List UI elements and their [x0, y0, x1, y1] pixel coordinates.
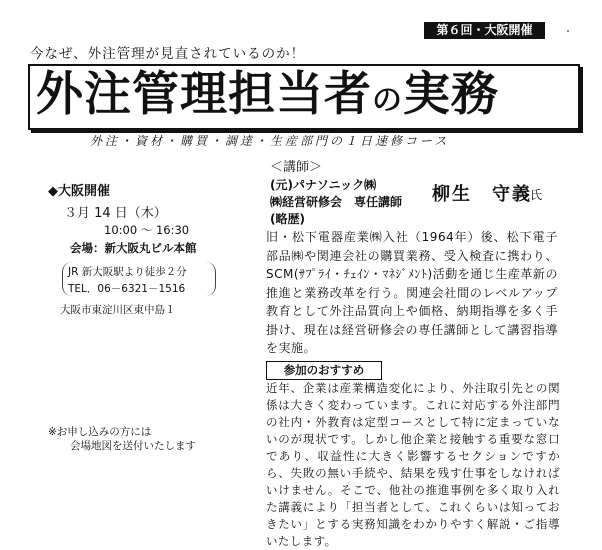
lecturer-heading: ＜講師＞	[270, 160, 323, 175]
subtitle: 今なぜ、外注管理が見直されているのか！	[30, 46, 306, 62]
note-line-2: 会場地図を送付いたします	[70, 440, 196, 452]
course-description: 外注・資材・購買・調達・生産部門の１日速修コース	[90, 134, 450, 148]
lecturer-affiliation-2: ㈱経営研修会 専任講師	[270, 195, 403, 209]
page-title	[36, 66, 499, 130]
recommendation-heading: 参加のおすすめ	[266, 361, 382, 380]
event-date: ３月 14 日（木）	[64, 206, 167, 221]
session-badge: 第６回・大阪開催	[424, 22, 545, 39]
bio-heading: (略歴)	[270, 212, 305, 226]
recommendation-body: 近年、企業は産業構造変化により、外注取引先との関係は大きく変わっています。これに対応する外注部門の社内・外教育は定型コースとして特に定まっていないのが現状です。しかし他企業と接触する重要な窓口であり、収益性に大きく影響するセクションですから、失敗の無い手続や、結果を残す仕事をしなければいけません。そこで、他社の推進事例を多く取り入れた講義により「担当者として、これくらいは知っておきたい」とする実務知識をわかりやすく解説・ご指導いたします。	[266, 381, 560, 548]
access-directions: JR 新大阪駅より徒歩２分	[68, 266, 187, 278]
title-particle: の	[372, 83, 403, 118]
venue-phone: TEL．06－6321－1516	[68, 283, 186, 295]
speck-mark	[567, 30, 569, 32]
title-main: 外注管理担当者	[36, 67, 372, 122]
venue-address: 大阪市東淀川区東中島１	[60, 304, 176, 316]
title-tail: 実務	[403, 67, 499, 122]
lecturer-bio: 旧・松下電器産業㈱入社（1964年）後、松下電子部品㈱や関連会社の購買業務、受入検査に携わり、SCM(ｻﾌﾟﾗｲ・ﾁｪｲﾝ・ﾏﾈｼﾞﾒﾝﾄ)活動を通じ生産革新の推進と業務改革を行う。関連会社間のレベルアップ教育として外注品質向上や価格、納期指導を多く手掛け、現在は経営研修会の専任講師として講習指導を実施。	[266, 230, 558, 355]
lecturer-affiliation-1: (元)パナソニック㈱	[270, 178, 377, 192]
note-line-1: ※お申し込みの方には	[48, 426, 152, 438]
lecturer-honorific: 氏	[530, 188, 543, 202]
lecturer-name: 柳生 守義	[432, 184, 532, 205]
event-time: 10:00 ～ 16:30	[104, 223, 190, 237]
venue-heading: ◆大阪開催	[48, 184, 110, 199]
venue-place: 会場：新大阪丸ビル本館	[70, 241, 197, 255]
